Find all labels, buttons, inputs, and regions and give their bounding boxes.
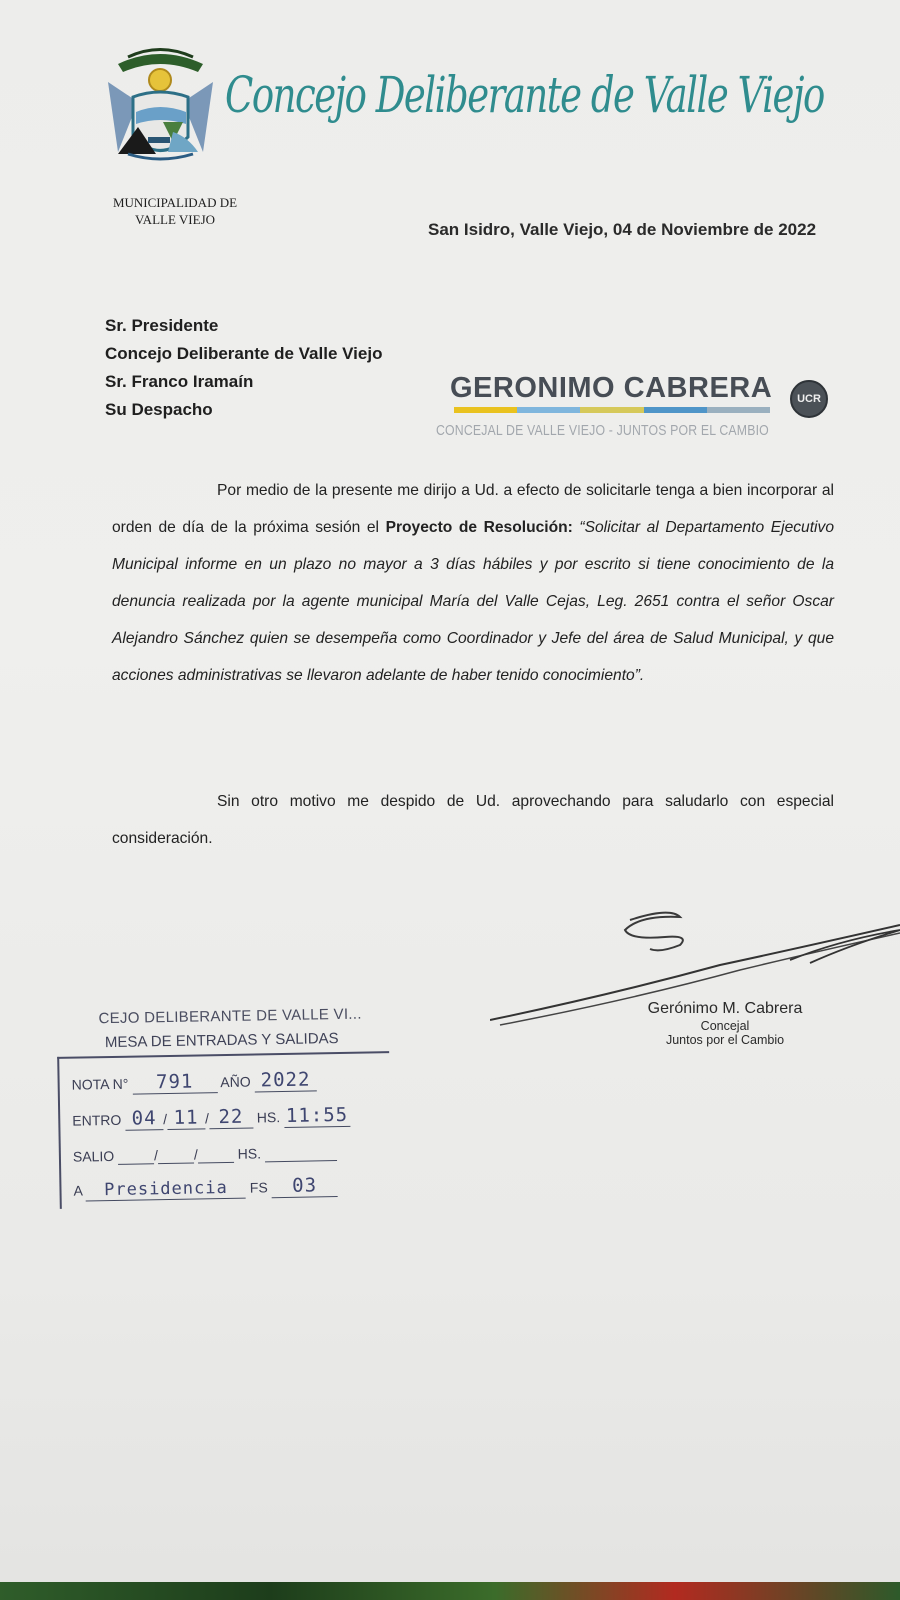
municipal-coat-of-arms-logo	[98, 42, 223, 172]
date-separator: /	[153, 1147, 159, 1164]
brand-subtitle: CONCEJAL DE VALLE VIEJO - JUNTOS POR EL CAMBIO	[436, 422, 769, 439]
brand-bar-segment	[517, 407, 580, 413]
brand-bar-segment	[580, 407, 643, 413]
sender-brand-block	[436, 372, 840, 442]
municipality-line-1: MUNICIPALIDAD DE	[112, 195, 238, 210]
entro-hs-value: 11:55	[285, 1103, 349, 1127]
brand-bar-segment	[454, 407, 517, 413]
anio-label: AÑO	[220, 1073, 251, 1091]
brand-name: GERONIMO CABRERA	[450, 372, 773, 404]
ucr-badge-icon: UCR	[790, 380, 828, 418]
recipient-line: Sr. Franco Iramaín	[105, 372, 254, 391]
entro-hs-label: HS.	[256, 1109, 281, 1126]
municipality-line-2: VALLE VIEJO	[134, 212, 216, 227]
signer-party: Juntos por el Cambio	[665, 1033, 785, 1047]
a-value: Presidencia	[86, 1178, 246, 1202]
salio-year	[198, 1146, 234, 1164]
date-separator: /	[163, 1111, 168, 1128]
fs-label: FS	[249, 1179, 268, 1196]
recipient-line: Sr. Presidente	[105, 316, 219, 335]
signer-name: Gerónimo M. Cabrera	[647, 1000, 803, 1017]
recipient-block	[105, 312, 382, 424]
fs-value: 03	[271, 1174, 337, 1198]
stamp-row-salio	[73, 1144, 337, 1166]
signature-block	[620, 1000, 830, 1047]
a-label: A	[73, 1182, 83, 1199]
resolution-label: Proyecto de Resolución:	[385, 519, 573, 536]
background-surface	[0, 1582, 900, 1600]
salio-hs-label: HS.	[237, 1145, 262, 1162]
stamp-row-entro	[72, 1104, 350, 1132]
paragraph-intro-text: Por medio de la presente me dirijo a Ud. a efecto de solicitarle tenga a bien incorporar al orden de día de la próxima sesión el	[112, 482, 834, 536]
recipient-line: Concejo Deliberante de Valle Viejo	[105, 344, 383, 363]
entro-year: 22	[209, 1106, 253, 1130]
brand-bar-segment	[707, 407, 770, 413]
brand-color-bar	[454, 407, 770, 413]
salio-day	[118, 1147, 154, 1165]
signer-role: Concejal	[700, 1019, 750, 1033]
body-paragraph-request	[112, 472, 834, 694]
stamp-row-nota	[71, 1068, 316, 1095]
salio-hs-value	[265, 1144, 337, 1162]
recipient-line: Su Despacho	[105, 400, 213, 419]
date-separator: /	[204, 1110, 210, 1127]
resolution-text: “Solicitar al Departamento Ejecutivo Municipal informe en un plazo no mayor a 3 días hábiles y por escrito si tiene conocimiento de la denuncia realizada por la agente municipal María del Valle Cejas, Leg. 2651 contra el señor Oscar Alejandro Sánchez quien se desempeña como Coordinador y Jefe del área de Salud Municipal, y que acciones administrativas se llevaron adelante de haber tenido conocimiento”.	[112, 519, 834, 684]
date-line: San Isidro, Valle Viejo, 04 de Noviembre de 2022	[428, 220, 817, 239]
date-separator: /	[193, 1146, 198, 1163]
brand-bar-segment	[644, 407, 707, 413]
anio-value: 2022	[254, 1068, 316, 1092]
council-title: Concejo Deliberante de Valle Viejo	[225, 66, 824, 124]
stamp-row-destino	[73, 1174, 338, 1202]
salio-month	[158, 1147, 194, 1165]
entro-month: 11	[167, 1106, 205, 1130]
entro-label: ENTRO	[72, 1111, 122, 1129]
stamp-subtitle: MESA DE ENTRADAS Y SALIDAS	[104, 1030, 339, 1052]
body-paragraph-closing: Sin otro motivo me despido de Ud. aprovechando para saludarlo con especial consideración.	[112, 793, 834, 847]
municipality-label	[100, 194, 250, 228]
stamp-title: CEJO DELIBERANTE DE VALLE VI...	[98, 1005, 362, 1028]
entro-day: 04	[125, 1107, 163, 1131]
reception-stamp	[56, 987, 395, 1218]
stamp-frame	[57, 1051, 392, 1209]
nota-value: 791	[132, 1070, 217, 1094]
nota-label: NOTA N°	[71, 1075, 129, 1093]
salio-label: SALIO	[72, 1147, 115, 1165]
